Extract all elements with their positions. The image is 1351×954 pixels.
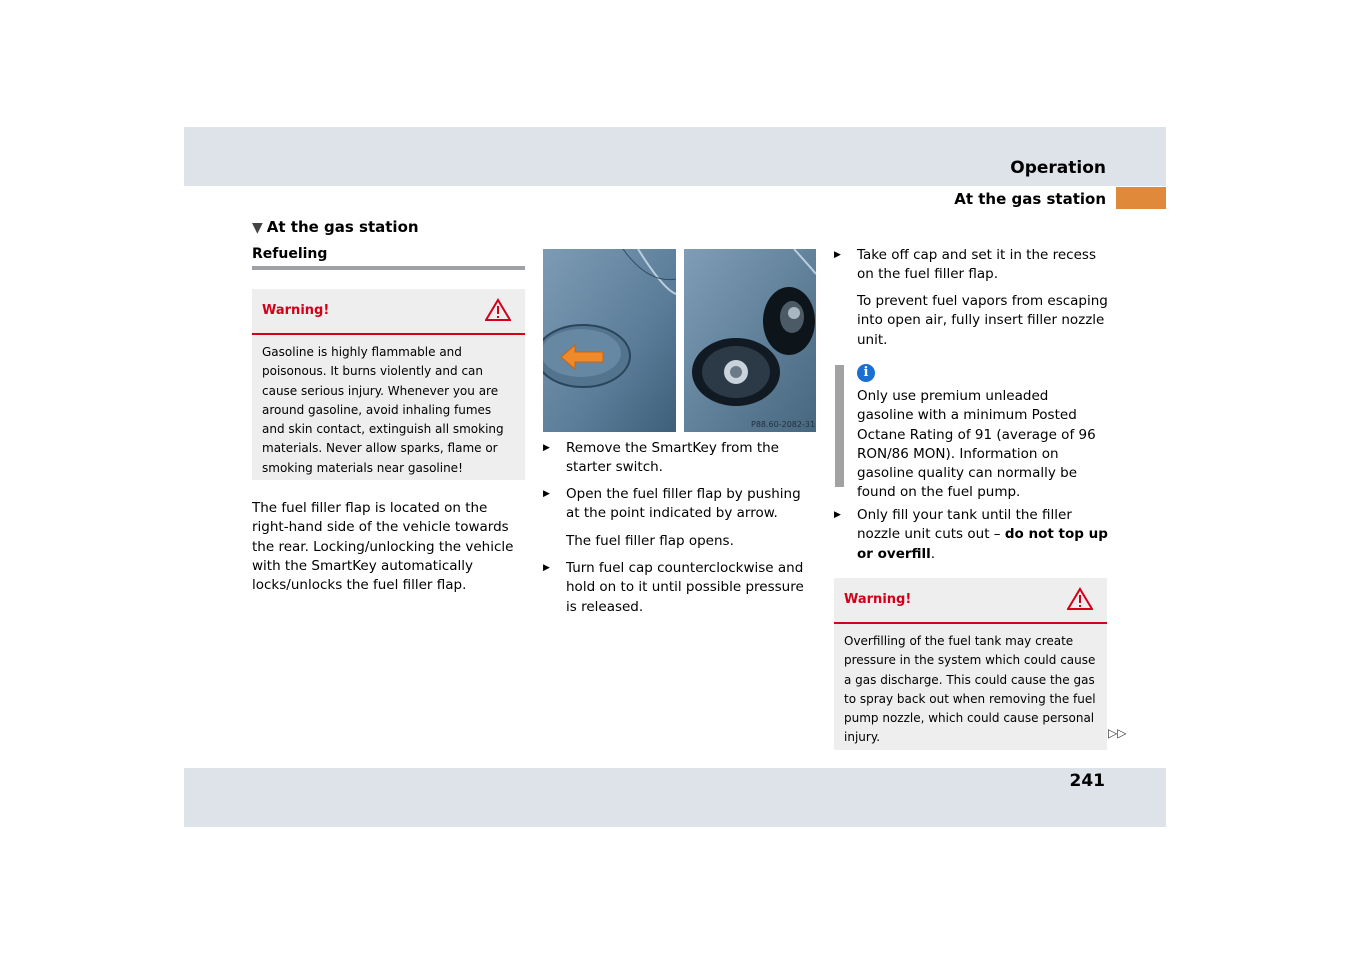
fuel-flap-open-photo: [684, 249, 816, 432]
bullet-arrow-icon: ▶: [834, 250, 841, 260]
section-subtitle: Refueling: [252, 246, 328, 262]
bullet-arrow-icon: ▶: [543, 489, 550, 499]
info-note: Only use premium unleaded gasoline with a minimum Posted Octane Rating of 91 (average of 96 RON/86 MON). Information on gasoline quality can normally be found on the fuel pump.: [857, 388, 1096, 501]
chapter-subtitle: At the gas station: [954, 190, 1106, 208]
step-emphasis: do not top up or overfill: [857, 526, 1108, 562]
warning-text: Overfilling of the fuel tank may create pressure in the system which could cause a gas discharge. This could cause the gas to spray back out when removing the fuel pump nozzle, which could cause personal injury.: [844, 634, 1096, 745]
warning-triangle-icon: [485, 298, 511, 322]
step-remove-key: [543, 439, 818, 478]
step-text: Turn fuel cap counterclockwise and hold on to it until possible pressure is released.: [566, 560, 804, 615]
page-number: 241: [1069, 771, 1105, 791]
chapter-title: Operation: [1010, 158, 1106, 178]
warning-label: Warning!: [262, 303, 330, 318]
footer-band: [184, 768, 1166, 827]
vapor-note: To prevent fuel vapors from escaping into open air, fully insert filler nozzle unit.: [857, 293, 1108, 348]
info-icon: i: [857, 364, 875, 382]
flap-opens-text: The fuel filler flap opens.: [566, 533, 734, 549]
section-title: [252, 218, 419, 236]
step-text: Remove the SmartKey from the starter switch.: [566, 440, 779, 476]
continue-marker: ▷▷: [1108, 726, 1127, 740]
intro-paragraph: The fuel filler flap is located on the right-hand side of the vehicle towards the rear. Locking/unlocking the vehicle with the SmartKey automatically locks/unlocks the fuel filler flap.: [252, 500, 514, 594]
bullet-arrow-icon: ▶: [834, 510, 841, 520]
step-fill-tank: [834, 506, 1109, 564]
info-bar: [835, 365, 844, 487]
chapter-tab: [1116, 187, 1166, 209]
warning-box: [252, 289, 525, 480]
step-open-flap: [543, 485, 818, 524]
step-text: Take off cap and set it in the recess on the fuel filler flap.: [857, 247, 1096, 283]
step-text: Only fill your tank until the filler nozzle unit cuts out –: [857, 507, 1072, 543]
triangle-down-icon: ▼: [252, 220, 263, 236]
bullet-arrow-icon: ▶: [543, 563, 550, 573]
step-text: Open the fuel filler flap by pushing at the point indicated by arrow.: [566, 486, 801, 522]
warning-text: Gasoline is highly flammable and poisonous. It burns violently and can cause serious injury. Whenever you are around gasoline, avoid inhaling fumes and skin contact, extinguish all smoking materials. Never allow sparks, flame or smoking materials near gasoline!: [262, 345, 504, 475]
step-end: .: [930, 545, 936, 562]
warning-header: [834, 578, 1107, 624]
image-code: P88.60-2082-31: [751, 420, 816, 429]
step-turn-cap: [543, 559, 818, 617]
section-title-text: At the gas station: [266, 218, 419, 236]
warning-header: [252, 289, 525, 335]
warning-label: Warning!: [844, 592, 912, 607]
warning-triangle-icon: [1067, 587, 1093, 611]
subtitle-rule: [252, 266, 525, 270]
warning-box-overfill: [834, 578, 1107, 750]
step-take-off-cap: [834, 246, 1109, 285]
fuel-flap-closed-photo: [543, 249, 676, 432]
bullet-arrow-icon: ▶: [543, 443, 550, 453]
